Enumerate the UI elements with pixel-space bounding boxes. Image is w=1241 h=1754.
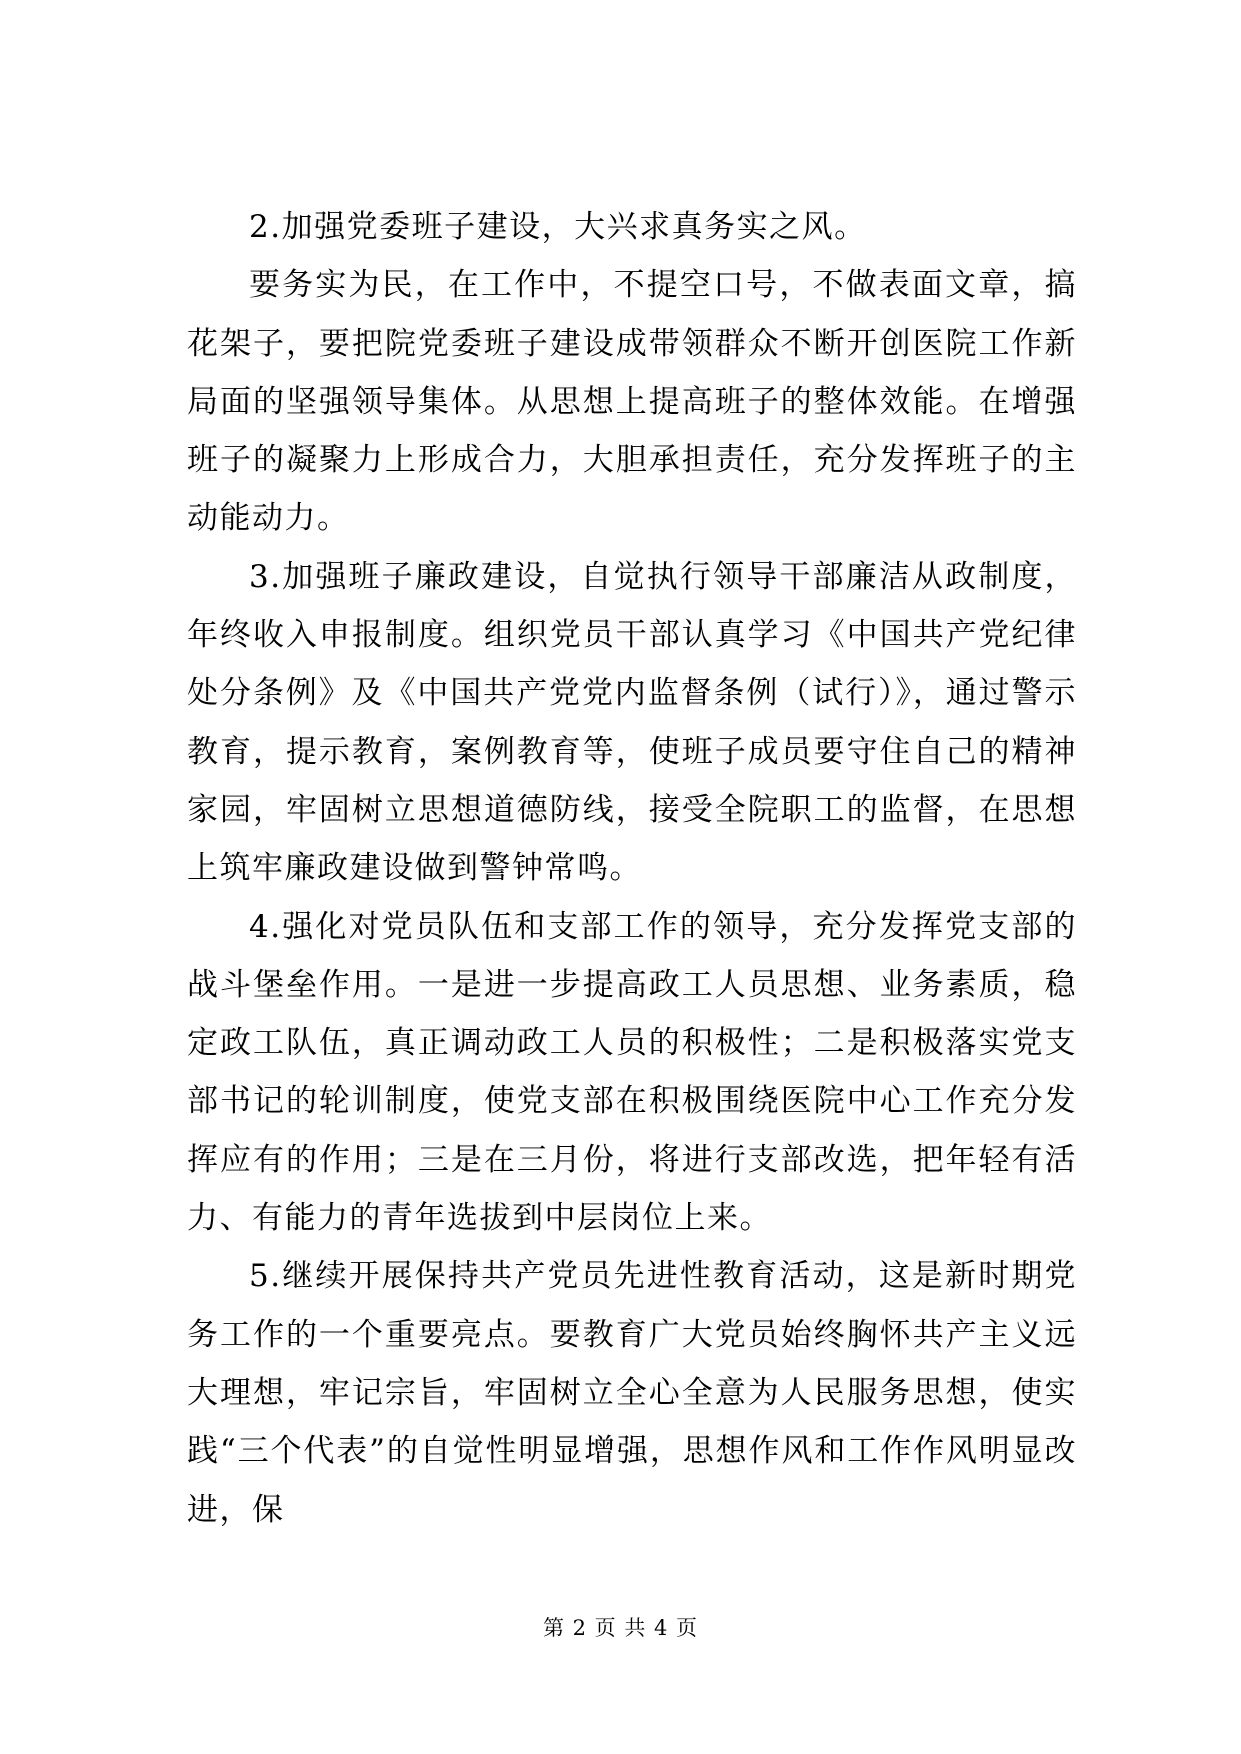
paragraph-pragmatic: 要务实为民，在工作中，不提空口号，不做表面文章，搞花架子，要把院党委班子建设成带领群众不断开创医院工作新局面的坚强领导集体。从思想上提高班子的整体效能。在增强班子的凝聚力上形成合力，大胆承担责任，充分发挥班子的主动能动力。 — [187, 267, 1077, 537]
paragraph-item-5: 5.继续开展保持共产党员先进性教育活动，这是新时期党务工作的一个重要亮点。要教育广大党员始终胸怀共产主义远大理想，牢记宗旨，牢固树立全心全意为人民服务思想，使实践“三个代表”的自觉性明显增强，思想作风和工作作风明显改进，保 — [187, 1258, 1077, 1528]
paragraph-item-2: 2.加强党委班子建设，大兴求真务实之风。 — [249, 209, 867, 245]
document-body — [187, 198, 1077, 1539]
page-number-footer: 第 2 页 共 4 页 — [542, 1616, 699, 1640]
paragraph-item-4: 4.强化对党员队伍和支部工作的领导，充分发挥党支部的战斗堡垒作用。一是进一步提高政工人员思想、业务素质，稳定政工队伍，真正调动政工人员的积极性；二是积极落实党支部书记的轮训制度，使党支部在积极围绕医院中心工作充分发挥应有的作用；三是在三月份，将进行支部改选，把年轻有活力、有能力的青年选拔到中层岗位上来。 — [187, 908, 1077, 1237]
paragraph-item-3: 3.加强班子廉政建设，自觉执行领导干部廉洁从政制度，年终收入申报制度。组织党员干部认真学习《中国共产党纪律处分条例》及《中国共产党党内监督条例（试行）》，通过警示教育，提示教育，案例教育等，使班子成员要守住自己的精神家园，牢固树立思想道德防线，接受全院职工的监督，在思想上筑牢廉政建设做到警钟常鸣。 — [187, 558, 1077, 887]
